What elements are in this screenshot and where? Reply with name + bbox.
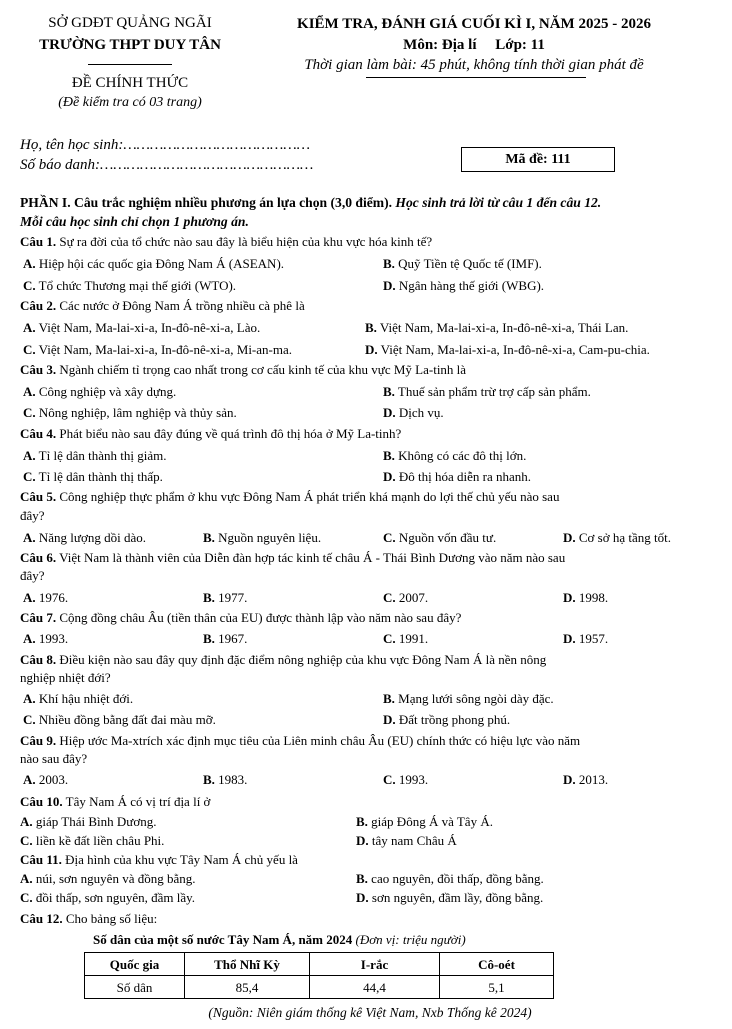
- q7-option-b: B. 1967.: [203, 631, 248, 646]
- question-1: [20, 235, 432, 248]
- question-5-line2: đây?: [20, 508, 45, 523]
- table-title-main: Số dân của một số nước Tây Nam Á, năm 2024: [93, 932, 353, 947]
- question-8: Câu 8. Điều kiện nào sau đây quy định đặc điểm nông nghiệp của khu vực Đông Nam Á là nền nông: [20, 652, 547, 667]
- part1-title-line2: Mỗi câu học sinh chỉ chọn 1 phương án.: [20, 214, 249, 229]
- table-header-cell: Quốc gia: [85, 953, 185, 976]
- time-underline: [366, 77, 586, 78]
- q7-option-a: A. 1993.: [23, 631, 69, 646]
- q4-option-d: D. Đô thị hóa diễn ra nhanh.: [383, 469, 532, 484]
- q10-option-c: C. liền kề đất liền châu Phi.: [20, 833, 165, 848]
- q3-option-d: D. Dịch vụ.: [383, 405, 444, 420]
- official-label: ĐỀ CHÍNH THỨC: [71, 75, 189, 91]
- q11-option-b: B. cao nguyên, đồi thấp, đồng bằng.: [356, 871, 544, 886]
- q2-option-d: D. Việt Nam, Ma-lai-xi-a, In-đô-nê-xi-a, Cam-pu-chia.: [365, 342, 650, 357]
- table-header-cell: Thổ Nhĩ Kỳ: [185, 953, 310, 976]
- dept-name: SỞ GDĐT QUẢNG NGÃI: [48, 15, 212, 31]
- q5-option-d: D. Cơ sở hạ tầng tốt.: [563, 530, 671, 545]
- q8-option-a: A. Khí hậu nhiệt đới.: [23, 691, 134, 706]
- school-underline: [88, 64, 172, 65]
- table-row: [85, 976, 554, 999]
- table-header-cell: I-rắc: [310, 953, 440, 976]
- question-9-line2: nào sau đây?: [20, 751, 88, 766]
- q5-option-a: A. Năng lượng dồi dào.: [23, 530, 146, 545]
- q8-option-c: C. Nhiều đồng bằng đất đai màu mỡ.: [23, 712, 216, 727]
- question-3: Câu 3. Ngành chiếm tỉ trọng cao nhất trong cơ cấu kinh tế của khu vực Mỹ La-tinh là: [20, 362, 467, 377]
- q8-option-d: D. Đất trồng phong phú.: [383, 712, 511, 727]
- table-header-cell: Cô-oét: [440, 953, 554, 976]
- question-6-line2: đây?: [20, 568, 45, 583]
- table-cell: 85,4: [185, 976, 310, 999]
- exam-code: Mã đề: 111: [505, 151, 571, 167]
- population-table: [84, 952, 554, 999]
- q4-option-c: C. Tỉ lệ dân thành thị thấp.: [23, 469, 163, 484]
- question-9: Câu 9. Hiệp ước Ma-xtrích xác định mục tiêu của Liên minh châu Âu (EU) chính thức có hiệu lực vào năm: [20, 733, 581, 748]
- q3-option-b: B. Thuế sản phẩm trừ trợ cấp sản phẩm.: [383, 384, 591, 399]
- q4-option-a: A. Tỉ lệ dân thành thị giảm.: [23, 448, 167, 463]
- student-id-line: Số báo danh:…………………………………………: [20, 157, 314, 173]
- q2-option-b: B. Việt Nam, Ma-lai-xi-a, In-đô-nê-xi-a, Thái Lan.: [365, 320, 629, 335]
- question-12: Câu 12. Cho bảng số liệu:: [20, 911, 158, 926]
- q10-option-d: D. tây nam Châu Á: [356, 833, 457, 848]
- q8-option-b: B. Mạng lưới sông ngòi dày đặc.: [383, 691, 554, 706]
- school-name: TRƯỜNG THPT DUY TÂN: [39, 37, 221, 53]
- q9-option-a: A. 2003.: [23, 772, 69, 787]
- exam-title: KIỂM TRA, ĐÁNH GIÁ CUỐI KÌ I, NĂM 2025 - 2026: [297, 16, 651, 32]
- q6-option-d: D. 1998.: [563, 590, 609, 605]
- exam-code-box: [461, 147, 615, 172]
- q11-option-a: A. núi, sơn nguyên và đồng bằng.: [20, 871, 196, 886]
- table-cell: 44,4: [310, 976, 440, 999]
- part1-title-bold: PHẦN I. Câu trắc nghiệm nhiều phương án lựa chọn (3,0 điểm).: [20, 195, 393, 210]
- question-4: Câu 4. Phát biểu nào sau đây đúng về quá trình đô thị hóa ở Mỹ La-tinh?: [20, 426, 402, 441]
- q5-option-c: C. Nguồn vốn đầu tư.: [383, 530, 497, 545]
- subject-line: Môn: Địa lí Lớp: 11: [403, 37, 545, 53]
- pages-note: (Đề kiểm tra có 03 trang): [58, 95, 202, 110]
- question-label: Câu 1.: [20, 234, 57, 249]
- q9-option-b: B. 1983.: [203, 772, 248, 787]
- question-text: Sự ra đời của tổ chức nào sau đây là biểu hiện của khu vực hóa kinh tế?: [56, 234, 433, 249]
- question-6: Câu 6. Việt Nam là thành viên của Diễn đàn hợp tác kinh tế châu Á - Thái Bình Dương vào năm nào sau: [20, 550, 566, 565]
- q11-option-d: D. sơn nguyên, đầm lầy, đồng bằng.: [356, 890, 544, 905]
- q5-option-b: B. Nguồn nguyên liệu.: [203, 530, 322, 545]
- q10-option-b: B. giáp Đông Á và Tây Á.: [356, 814, 493, 829]
- q10-option-a: A. giáp Thái Bình Dương.: [20, 814, 157, 829]
- table-header-row: [85, 953, 554, 976]
- table-cell: 5,1: [440, 976, 554, 999]
- student-name-line: Họ, tên học sinh:……………………………………: [20, 137, 311, 153]
- q11-option-c: C. đồi thấp, sơn nguyên, đầm lầy.: [20, 890, 196, 905]
- q1-option-a: A. Hiệp hội các quốc gia Đông Nam Á (ASEAN).: [23, 256, 285, 271]
- q6-option-b: B. 1977.: [203, 590, 248, 605]
- question-11: Câu 11. Địa hình của khu vực Tây Nam Á chủ yếu là: [20, 852, 298, 867]
- q7-option-c: C. 1991.: [383, 631, 429, 646]
- part1-title-italic: Học sinh trả lời từ câu 1 đến câu 12.: [392, 195, 602, 210]
- q6-option-a: A. 1976.: [23, 590, 69, 605]
- q3-option-a: A. Công nghiệp và xây dựng.: [23, 384, 177, 399]
- question-7: Câu 7. Cộng đồng châu Âu (tiền thân của EU) được thành lập vào năm nào sau đây?: [20, 610, 462, 625]
- table-source: (Nguồn: Niên giám thống kê Việt Nam, Nxb Thống kê 2024): [208, 1005, 532, 1020]
- part1-title: [20, 196, 601, 210]
- q7-option-d: D. 1957.: [563, 631, 609, 646]
- q1-option-b: B. Quỹ Tiền tệ Quốc tế (IMF).: [383, 256, 542, 271]
- table-title: [93, 933, 466, 946]
- q9-option-d: D. 2013.: [563, 772, 609, 787]
- question-10: Câu 10. Tây Nam Á có vị trí địa lí ở: [20, 794, 211, 809]
- question-5: Câu 5. Công nghiệp thực phẩm ở khu vực Đông Nam Á phát triển khá mạnh do lợi thế chủ yếu nào sau: [20, 489, 560, 504]
- q2-option-a: A. Việt Nam, Ma-lai-xi-a, In-đô-nê-xi-a, Lào.: [23, 320, 261, 335]
- table-title-unit: (Đơn vị: triệu người): [352, 932, 466, 947]
- table-cell: Số dân: [85, 976, 185, 999]
- time-line: Thời gian làm bài: 45 phút, không tính thời gian phát đề: [304, 57, 644, 73]
- question-2: Câu 2. Các nước ở Đông Nam Á trồng nhiều cà phê là: [20, 298, 305, 313]
- q3-option-c: C. Nông nghiệp, lâm nghiệp và thủy sản.: [23, 405, 237, 420]
- question-8-line2: nghiệp nhiệt đới?: [20, 670, 111, 685]
- q9-option-c: C. 1993.: [383, 772, 429, 787]
- q1-option-c: C. Tổ chức Thương mại thế giới (WTO).: [23, 278, 237, 293]
- q4-option-b: B. Không có các đô thị lớn.: [383, 448, 527, 463]
- q6-option-c: C. 2007.: [383, 590, 429, 605]
- q2-option-c: C. Việt Nam, Ma-lai-xi-a, In-đô-nê-xi-a, Mi-an-ma.: [23, 342, 292, 357]
- q1-option-d: D. Ngân hàng thế giới (WBG).: [383, 278, 545, 293]
